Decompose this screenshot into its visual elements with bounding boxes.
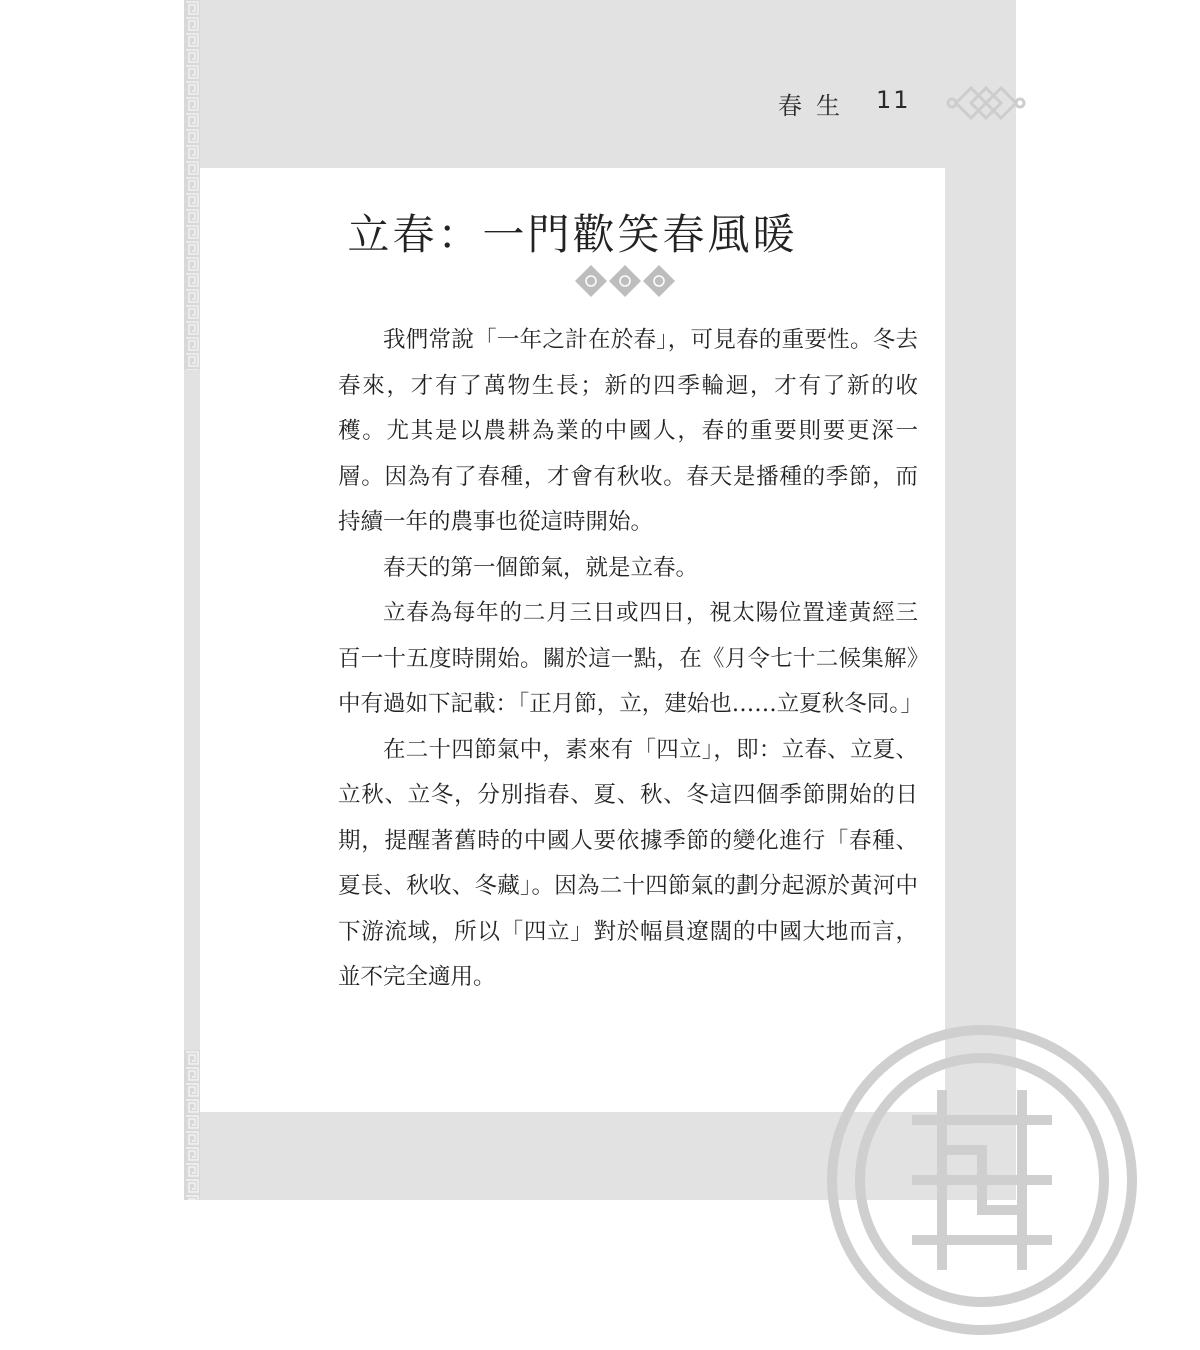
- paragraph-1: 我們常說「一年之計在於春」，可見春的重要性。冬去春來，才有了萬物生長；新的四季輪迴，才有了新的收穫。尤其是以農耕為業的中國人，春的重要則要更深一層。因為有了春種，才會有秋收。春天是播種的季節，而持續一年的農事也從這時開始。: [338, 327, 918, 535]
- fret-border-pattern-bottom: [184, 1050, 200, 1200]
- paragraph-2: 春天的第一個節氣，就是立春。: [383, 554, 699, 581]
- round-lattice-seal-icon: [812, 1010, 1152, 1350]
- chinese-knot-icon: [946, 78, 1026, 128]
- page-title: 立春：一門歡笑春風暖: [347, 210, 798, 259]
- paragraph-4: 在二十四節氣中，素來有「四立」，即：立春、立夏、立秋、立冬，分別指春、夏、秋、冬這四個季節開始的日期，提醒著舊時的中國人要依據季節的變化進行「春種、夏長、秋收、冬藏」。因為二十四節氣的劃分起源於黃河中下游流域，所以「四立」對於幅員遼闊的中國大地而言，並不完全適用。: [338, 736, 918, 990]
- page-number: 11: [876, 86, 911, 114]
- fret-border-pattern: [184, 0, 200, 370]
- chapter-title: 春生: [778, 92, 854, 120]
- paragraph-3: 立春為每年的二月三日或四日，視太陽位置達黃經三百一十五度時開始。關於這一點，在《月令七十二候集解》中有過如下記載：「正月節，立，建始也……立夏秋冬同。」: [338, 600, 924, 717]
- diamond-ornament-icon: [572, 262, 678, 300]
- body-text: [338, 318, 924, 1001]
